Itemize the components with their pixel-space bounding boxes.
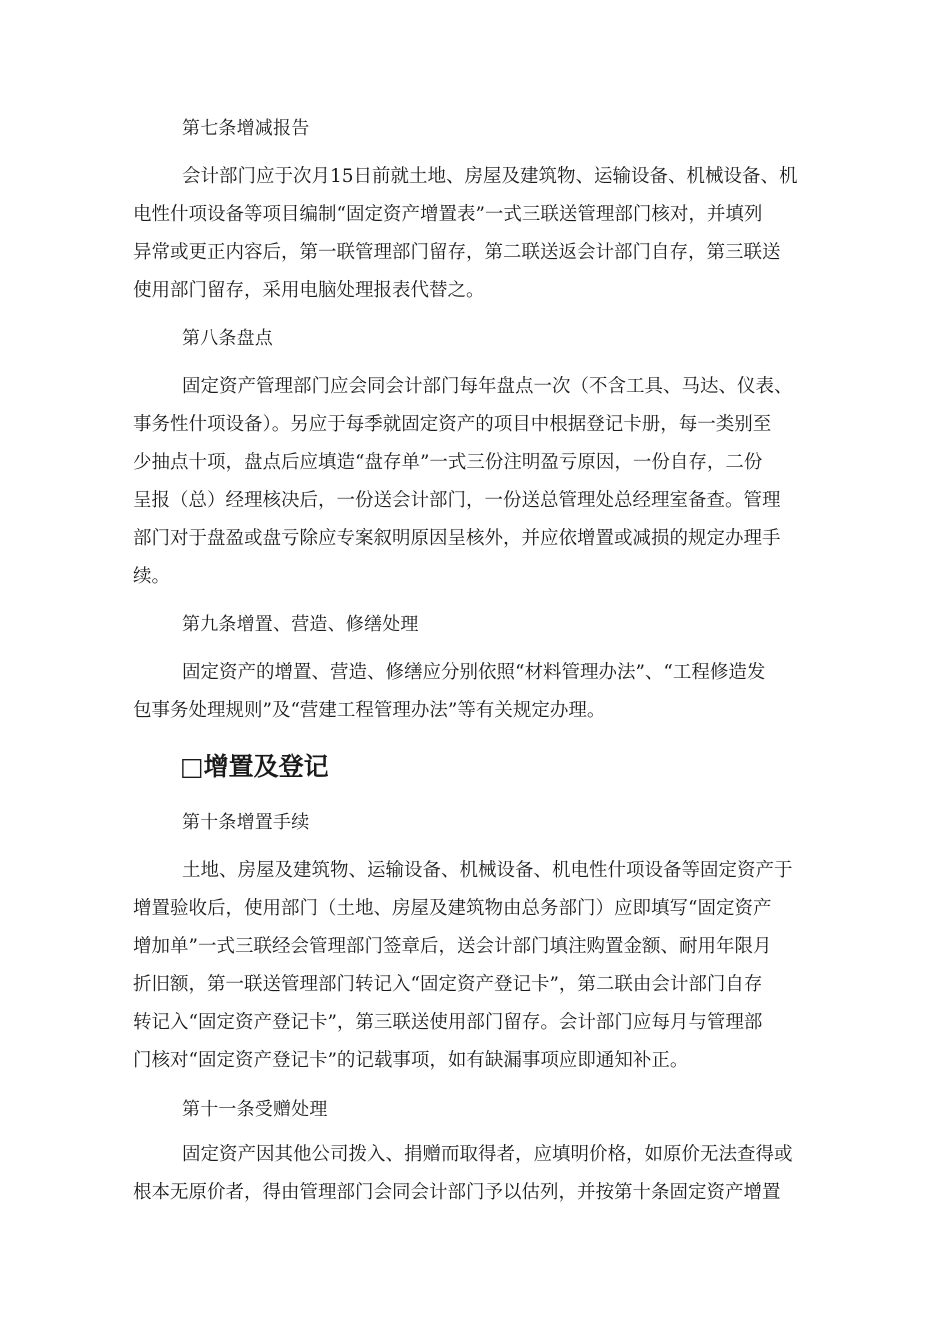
article-10-line-3: 增加单”一式三联经会管理部门签章后，送会计部门填注购置金额、耐用年限月 [133, 936, 772, 957]
article-11-heading: 第十一条受赠处理 [182, 1099, 328, 1120]
article-10-line-6: 门核对“固定资产登记卡”的记载事项，如有缺漏事项应即通知补正。 [133, 1050, 689, 1071]
article-9-heading: 第九条增置、营造、修缮处理 [182, 614, 419, 635]
article-8-line-4: 呈报（总）经理核决后，一份送会计部门，一份送总管理处总经理室备查。管理 [133, 490, 781, 511]
article-10-line-4: 折旧额，第一联送管理部门转记入“固定资产登记卡”，第二联由会计部门自存 [133, 974, 763, 995]
article-9-line-1: 固定资产的增置、营造、修缮应分别依照“材料管理办法”、“工程修造发 [182, 662, 766, 683]
article-11-line-2: 根本无原价者，得由管理部门会同会计部门予以估列，并按第十条固定资产增置 [133, 1182, 781, 1203]
article-10-line-2: 增置验收后，使用部门（土地、房屋及建筑物由总务部门）应即填写“固定资产 [133, 898, 772, 919]
article-9-line-2: 包事务处理规则”及“营建工程管理办法”等有关规定办理。 [133, 700, 606, 721]
article-7-heading: 第七条增减报告 [182, 118, 310, 139]
article-10-line-5: 转记入“固定资产登记卡”，第三联送使用部门留存。会计部门应每月与管理部 [133, 1012, 763, 1033]
article-8-line-2: 事务性什项设备）。另应于每季就固定资产的项目中根据登记卡册，每一类别至 [133, 414, 772, 435]
section-title: □增置及登记 [180, 752, 329, 781]
article-7-line-4: 使用部门留存，采用电脑处理报表代替之。 [133, 280, 485, 301]
article-7-line-3: 异常或更正内容后，第一联管理部门留存，第二联送返会计部门自存，第三联送 [133, 242, 781, 263]
article-7-line-1: 会计部门应于次月15日前就土地、房屋及建筑物、运输设备、机械设备、机 [182, 166, 798, 187]
article-8-heading: 第八条盘点 [182, 328, 273, 349]
article-10-line-1: 土地、房屋及建筑物、运输设备、机械设备、机电性什项设备等固定资产于 [182, 860, 793, 881]
article-8-line-6: 续。 [133, 566, 171, 587]
article-11-line-1: 固定资产因其他公司拨入、捐赠而取得者，应填明价格，如原价无法查得或 [182, 1144, 793, 1165]
article-10-heading: 第十条增置手续 [182, 812, 310, 833]
article-7-line-2: 电性什项设备等项目编制“固定资产增置表”一式三联送管理部门核对，并填列 [133, 204, 763, 225]
article-8-line-1: 固定资产管理部门应会同会计部门每年盘点一次（不含工具、马达、仪表、 [182, 376, 793, 397]
article-8-line-5: 部门对于盘盈或盘亏除应专案叙明原因呈核外，并应依增置或减损的规定办理手 [133, 528, 781, 549]
article-8-line-3: 少抽点十项，盘点后应填造“盘存单”一式三份注明盈亏原因，一份自存，二份 [133, 452, 763, 473]
